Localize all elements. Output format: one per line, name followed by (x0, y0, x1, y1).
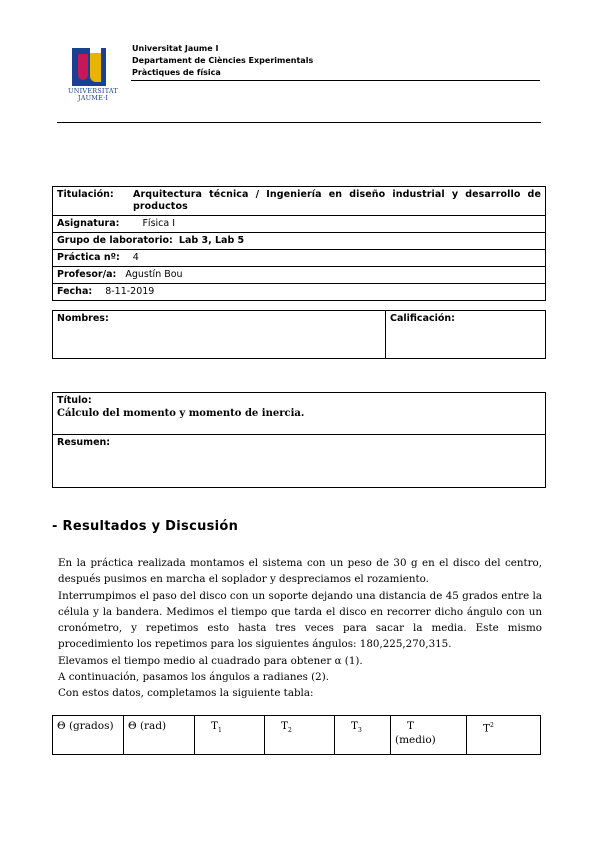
university-name: Universitat Jaume I (132, 44, 219, 53)
profesor-label: Profesor/a: (57, 269, 117, 280)
grupo-value: Lab 3, Lab 5 (178, 235, 245, 246)
header-text (132, 43, 313, 79)
table-header-t2: $T_2$ (265, 716, 335, 754)
paragraph: En la práctica realizada montamos el sistema con un peso de 30 g en el disco del centro, después pusimos en marcha el soplador y despreciamos el rozamiento. (58, 557, 542, 586)
asignatura-row (53, 216, 545, 233)
practica-row (53, 250, 545, 267)
profesor-value: Agustín Bou (125, 269, 183, 280)
department-name: Departament de Ciències Experimentals (132, 56, 314, 65)
logo-mark-icon (72, 48, 106, 86)
asignatura-label: Asignatura: (57, 218, 120, 229)
paragraph: Interrumpimos el paso del disco con un soporte dejando una distancia de 45 grados entre la célula y la bandera. Medimos el tiempo que tarda el disco en recorrer dicho ángulo con un cronómetro, y repetimos esto hasta tres veces para sacar la media. Este mismo procedimiento los repetimos para los siguientes ángulos: 180,225,270,315. (58, 589, 542, 651)
body-text (58, 555, 542, 702)
calificacion-label: Calificación: (390, 313, 455, 324)
nombres-label: Nombres: (53, 311, 386, 358)
info-table (52, 186, 546, 301)
practica-label: Práctica nº: (57, 252, 120, 263)
grupo-label: Grupo de laboratorio: (57, 235, 173, 246)
table-header-t1: $T_1$ (195, 716, 265, 754)
results-table (52, 715, 541, 755)
titulo-value: Cálculo del momento y momento de inercia. (57, 408, 305, 419)
fecha-row (53, 284, 545, 300)
paragraph: A continuación, pasamos los ángulos a radianes (2). (58, 671, 329, 684)
section-heading: - Resultados y Discusión (52, 519, 239, 534)
profesor-row (53, 267, 545, 284)
titulacion-value: Arquitectura técnica / Ingeniería en diseño industrial y desarrollo de productos (133, 189, 541, 212)
table-header-grados: Θ (grados) (53, 716, 124, 754)
table-header-rad: Θ (rad) (124, 716, 195, 754)
resumen-label: Resumen: (57, 437, 111, 448)
header-rule (131, 80, 540, 81)
titulo-section (53, 393, 545, 435)
paragraph: Con estos datos, completamos la siguiente tabla: (58, 687, 314, 700)
titulacion-label: Titulación: (57, 189, 114, 200)
asignatura-value: Física I (142, 218, 176, 229)
logo-line1: UNIVERSITAT (68, 87, 118, 95)
title-box (52, 392, 546, 488)
table-header-t3: $T_3$ (335, 716, 391, 754)
logo-text (62, 88, 124, 102)
university-logo (62, 48, 124, 106)
resumen-section (53, 435, 545, 487)
table-header-t-squared: $T^2$ (483, 722, 494, 735)
course-name: Pràctiques de física (132, 68, 221, 77)
table-header-tmedio: T (medio) (391, 716, 467, 754)
logo-line2: JAUME·I (77, 94, 109, 102)
grupo-row (53, 233, 545, 250)
titulo-label: Título: (57, 395, 92, 406)
fecha-label: Fecha: (57, 286, 93, 297)
fecha-value: 8-11-2019 (105, 286, 155, 297)
titulacion-row (53, 187, 545, 216)
practica-value: 4 (132, 252, 139, 263)
names-box (52, 310, 546, 359)
page-rule (57, 122, 541, 123)
paragraph: Elevamos el tiempo medio al cuadrado para obtener α (1). (58, 654, 363, 667)
